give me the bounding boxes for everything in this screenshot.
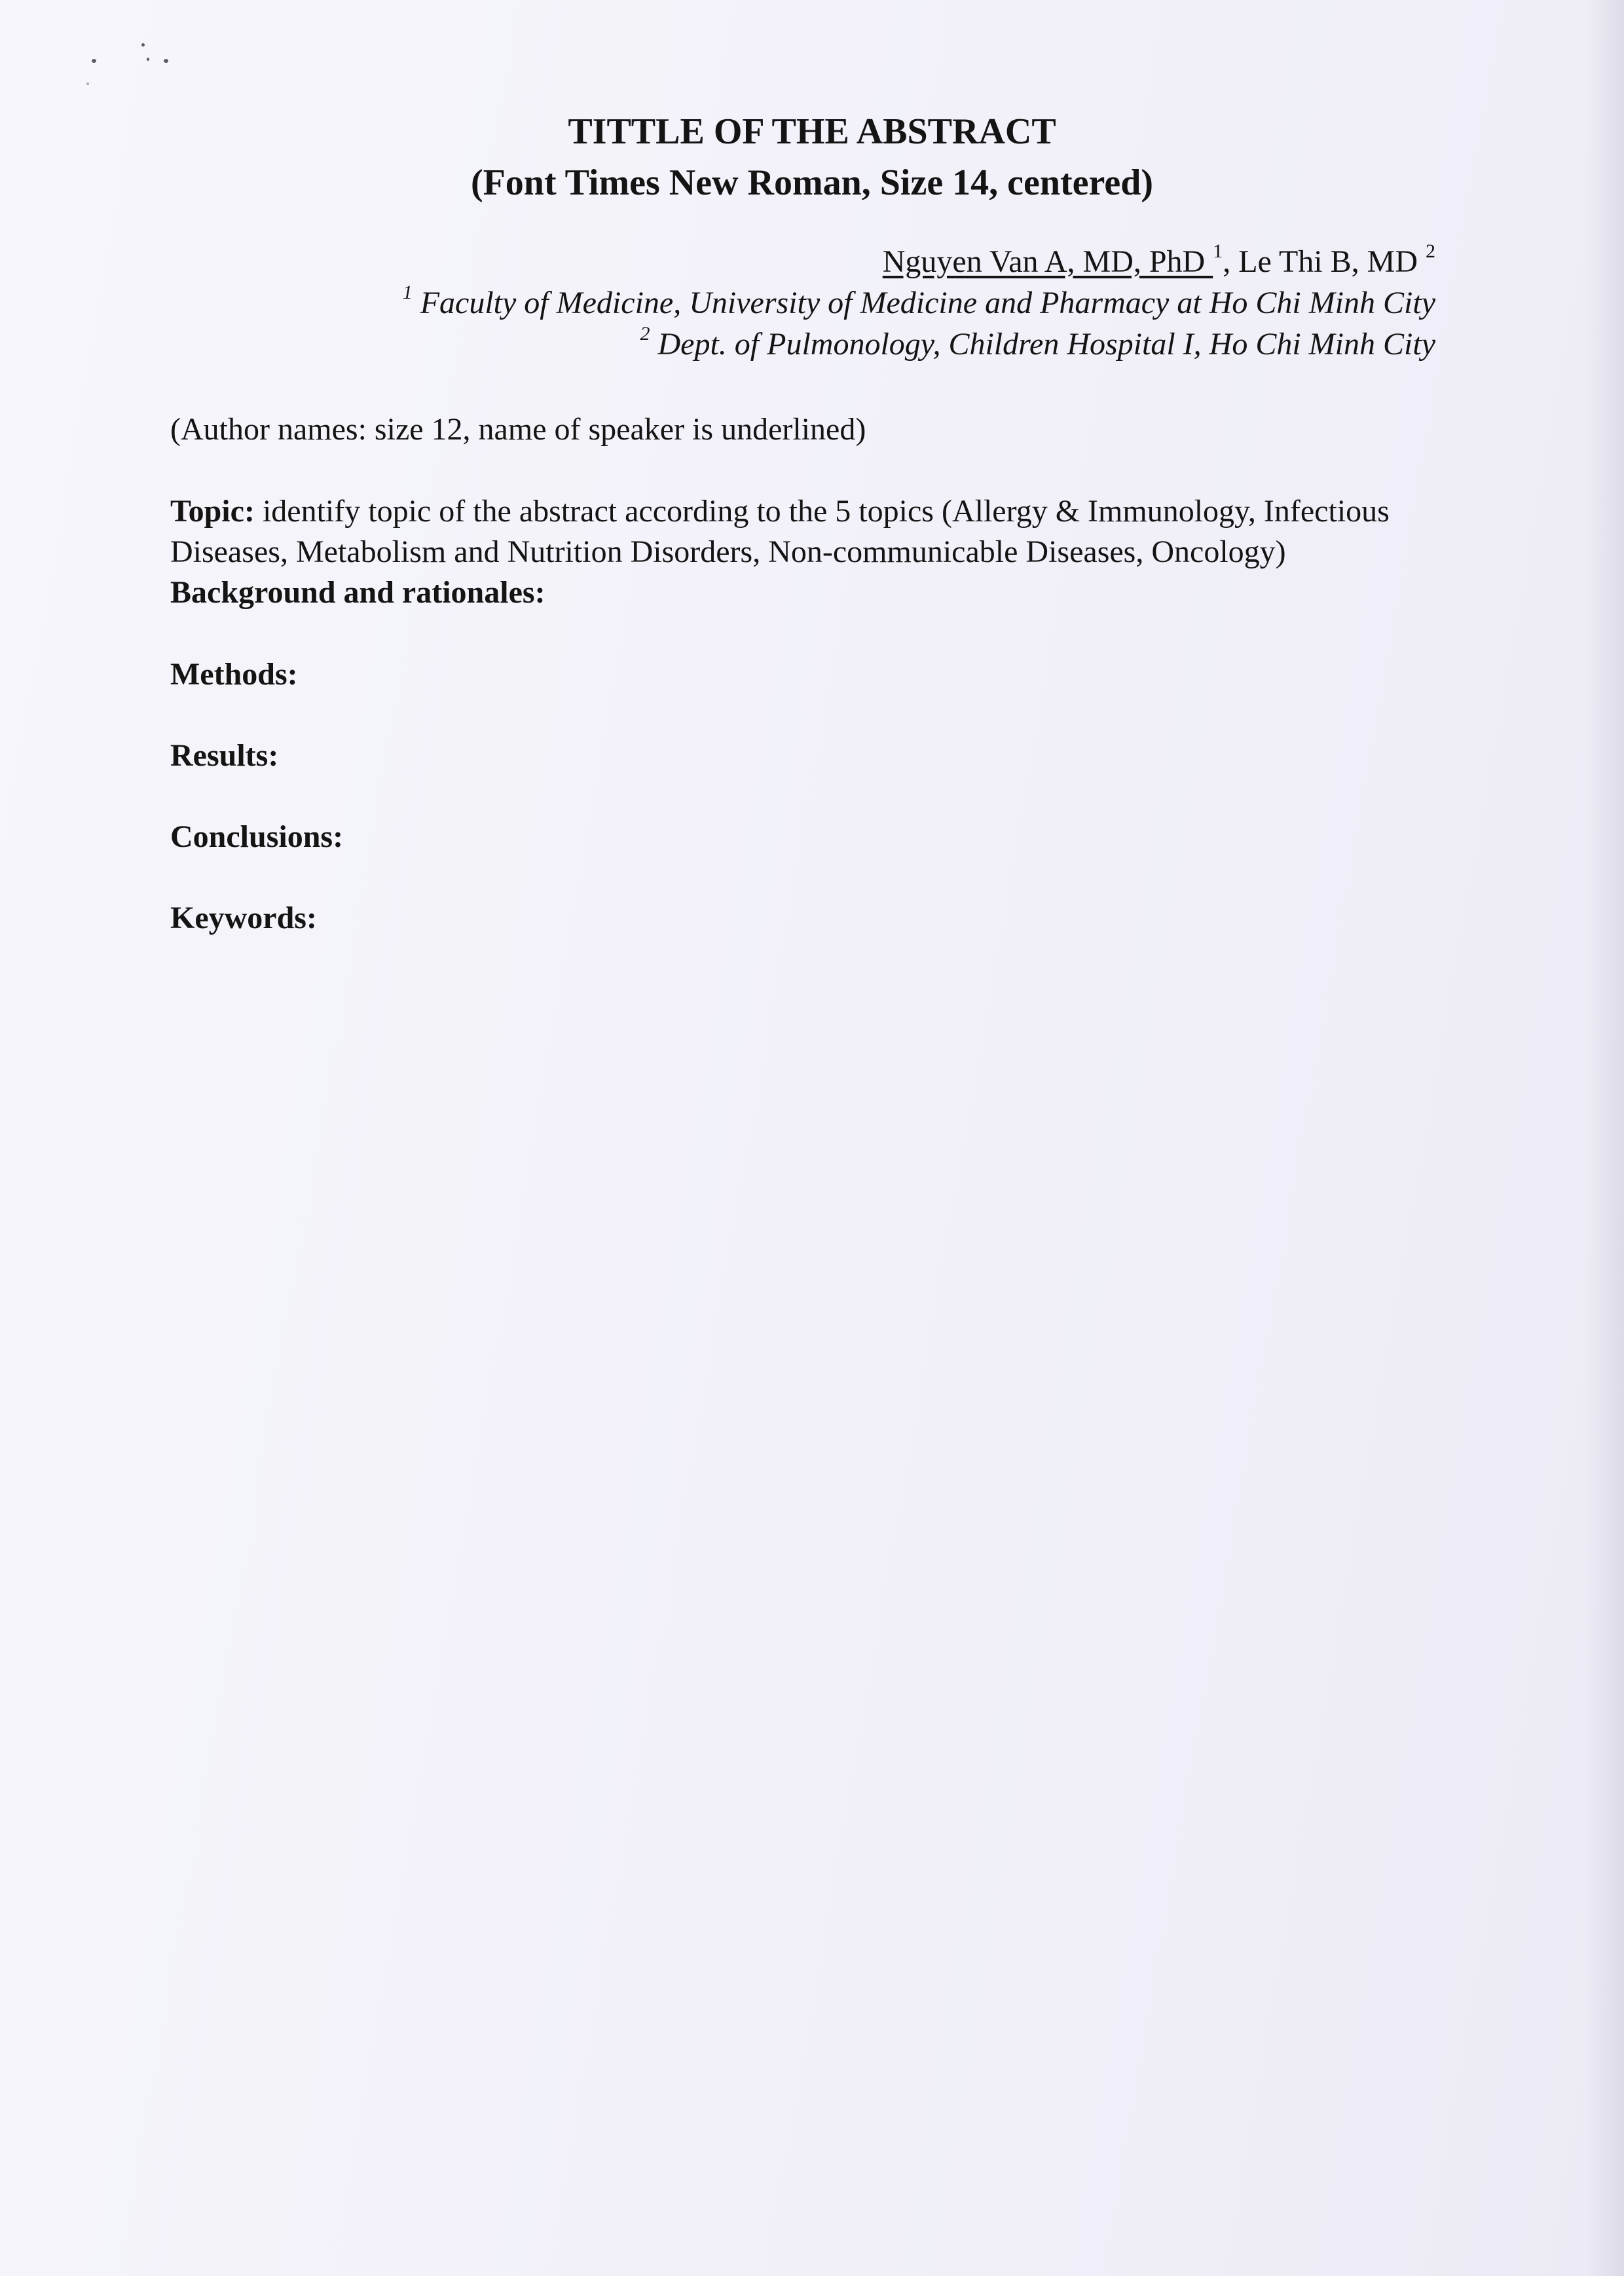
title-line-1: TITTLE OF THE ABSTRACT (568, 111, 1056, 152)
coauthor-name: Le Thi B, MD (1238, 244, 1426, 279)
author-separator: , (1223, 244, 1239, 279)
affiliation-1 (403, 282, 1435, 324)
author-note: (Author names: size 12, name of speaker is underlined) (170, 412, 866, 447)
affiliation-2-text: Dept. of Pulmonology, Children Hospital I, Ho Chi Minh City (650, 327, 1435, 362)
scan-specks (85, 39, 190, 92)
author-block (403, 241, 1435, 365)
page-edge-shadow (1585, 0, 1624, 2276)
affiliation-1-mark: 1 (402, 282, 413, 303)
coauthor-affiliation-mark: 2 (1426, 240, 1435, 262)
methods-heading: Methods: (170, 657, 298, 692)
abstract-title (0, 106, 1624, 208)
topic-text-1: identify topic of the abstract according to the 5 topics (Allergy & Immunology, Infectious (254, 494, 1390, 529)
topic-paragraph (170, 491, 1447, 572)
affiliation-2 (403, 324, 1435, 365)
keywords-heading: Keywords: (170, 901, 317, 935)
speaker-name: Nguyen Van A, MD, PhD (882, 244, 1213, 279)
topic-text-2: Diseases, Metabolism and Nutrition Disorders, Non-communicable Diseases, Oncology) (170, 534, 1286, 569)
affiliation-2-mark: 2 (640, 323, 650, 345)
author-line (403, 241, 1435, 282)
conclusions-heading: Conclusions: (170, 819, 344, 854)
speaker-affiliation-mark: 1 (1213, 240, 1223, 262)
results-heading: Results: (170, 738, 279, 773)
affiliation-1-text: Faculty of Medicine, University of Medicine and Pharmacy at Ho Chi Minh City (412, 286, 1435, 320)
title-line-2: (Font Times New Roman, Size 14, centered) (470, 162, 1154, 203)
topic-line-1 (170, 491, 1447, 532)
topic-label: Topic: (170, 494, 255, 529)
background-heading: Background and rationales: (170, 575, 545, 610)
